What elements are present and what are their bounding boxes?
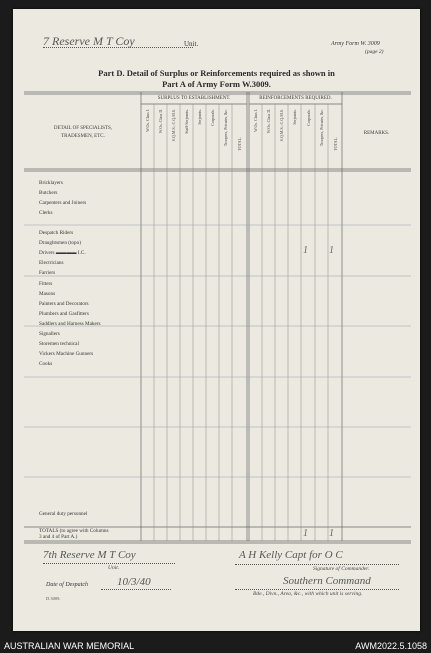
row-storemen: Storemen technical [39,341,79,347]
reinf-col-troopers: Troopers, Privates, &c. [319,109,324,147]
form-page: (page 2) [365,49,384,55]
row-farriers: Farriers [39,270,56,276]
surplus-col-total: TOTAL. [237,137,242,151]
surplus-col-troopers: Troopers, Privates, &c. [223,109,228,147]
reinf-col-serjeants: Serjeants. [292,109,297,125]
title-line-2: Part A of Army Form W.3009. [162,79,271,89]
reinf-col-wo2: W.Os. Class II. [266,109,271,134]
despatch-label: Date of Despatch [46,582,88,588]
row-cooks: Cooks [39,361,53,367]
row-bricklayers: Bricklayers [39,180,63,186]
drivers-total-mark: 1 [329,245,334,256]
despatch-date: 10/3/40 [117,576,151,588]
row-despatch-riders: Despatch Riders [39,230,74,236]
surplus-col-wo2: W.Os. Class II. [158,109,163,134]
form-sheet [13,9,420,631]
caption-accession: AWM2022.5.1058 [355,641,427,651]
unit-label: Unit. [184,40,199,48]
row-butchers: Butchers [39,190,58,196]
surplus-col-staff-serjeants: Staff-Serjeants. [184,109,189,134]
row-general-duty: General duty personnel [39,511,88,517]
unit-handwritten: 7 Reserve M T Coy [43,34,135,48]
row-vickers: Vickers Machine Gunners [39,351,94,357]
reinf-col-total: TOTAL. [333,137,338,151]
row-painters: Painters and Decorators [39,301,89,307]
command-underline [235,589,399,590]
row-masons: Masons [39,291,56,297]
surplus-col-corporals: Corporals. [210,109,215,126]
title-line-1: Part D. Detail of Surplus or Reinforcements required as shown in [98,68,335,78]
row-carpenters: Carpenters and Joiners [39,200,87,206]
row-clerks: Clerks [39,210,53,216]
row-fitters: Fitters [39,281,53,287]
totals-total-mark: 1 [329,528,334,539]
row-drivers: Drivers ▬▬▬▬ I.C. [39,250,86,256]
signature-label: Signature of Commander. [313,566,370,572]
form-reference: Army Form W. 3009 [331,41,380,47]
totals-troopers-mark: 1 [303,528,308,539]
despatch-underline [101,589,171,590]
surplus-header: SURPLUS TO ESTABLISHMENT. [157,96,231,101]
reinforcements-header: REINFORCEMENTS REQUIRED. [259,96,332,101]
drivers-troopers-mark: 1 [303,245,308,256]
form-code: D.3009. [46,596,61,601]
row-plumbers: Plumbers and Gasfitters [39,311,89,317]
surplus-col-sqms: S.Q.M.S.; C.Q.M.S. [171,109,176,142]
row-saddlers: Saddlers and Harness Makers [39,321,101,327]
commander-signature: A H Kelly Capt for O C [239,549,343,561]
reinf-col-sqms: S.Q.M.S.; C.Q.M.S. [279,109,284,142]
reinf-col-corporals: Corporals. [306,109,311,126]
footer-unit-label: Unit. [108,565,120,571]
remarks-header: REMARKS. [363,131,390,136]
detail-header: DETAIL OF SPECIALISTS, TRADESMEN, ETC. [53,126,113,139]
surplus-col-wo1: W.Os. Class I. [145,109,150,132]
totals-sublabel: 3 and 4 of Part A.) [39,534,78,540]
reinf-col-wo1: W.Os. Class I. [253,109,258,132]
row-signallers: Signallers [39,331,60,337]
command-label: Bde., Divn., Area, &c., with which unit is serving. [253,591,363,597]
surplus-col-serjeants: Serjeants. [197,109,202,125]
row-electricians: Electricians [39,260,64,266]
footer-unit-handwritten: 7th Reserve M T Coy [43,549,136,561]
signature-underline [235,564,399,565]
command-handwritten: Southern Command [283,575,371,587]
totals-label: TOTALS (to agree with Columns [39,528,109,534]
footer-unit-underline [43,563,175,564]
caption-institution: AUSTRALIAN WAR MEMORIAL [4,641,135,651]
row-draughtsmen: Draughtsmen (topo) [39,240,81,246]
